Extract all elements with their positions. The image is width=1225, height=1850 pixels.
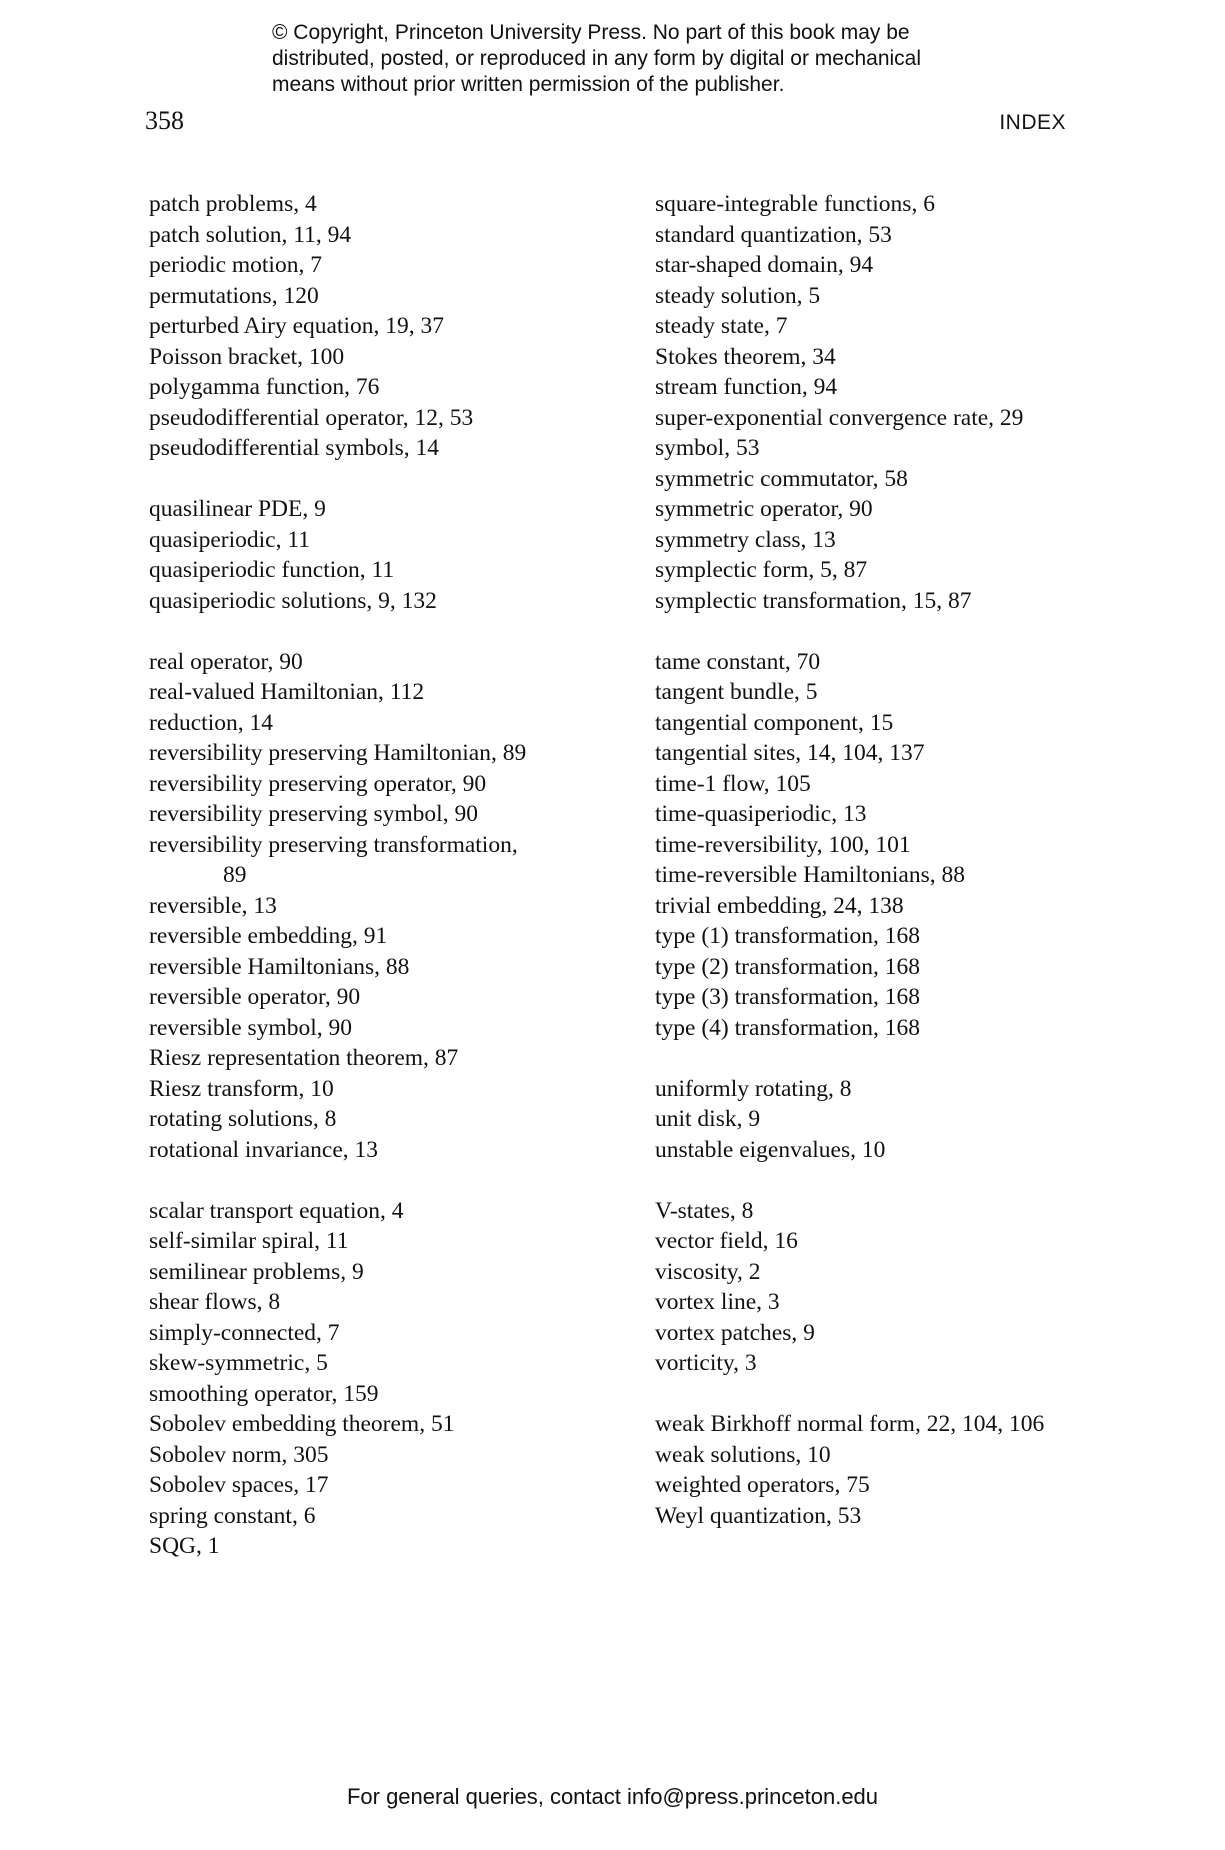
index-entry [149, 525, 619, 556]
index-entry [655, 1135, 1125, 1166]
index-column-left [149, 189, 619, 1562]
index-entry [149, 891, 619, 922]
index-entry [655, 1013, 1125, 1044]
index-entry [149, 403, 619, 434]
index-entry-text: uniformly rotating, 8 [655, 1075, 852, 1102]
index-entry-text: weighted operators, 75 [655, 1472, 870, 1498]
index-entry-text: square-integrable functions, 6 [655, 191, 935, 217]
index-entry-text: rotating solutions, 8 [149, 1106, 337, 1132]
index-entry-text: unstable eigenvalues, 10 [655, 1136, 886, 1163]
index-entry [655, 555, 1125, 586]
index-entry-text: quasiperiodic, 11 [149, 526, 310, 553]
index-entry [149, 311, 619, 342]
index-entry [149, 220, 619, 251]
index-entry-text: perturbed Airy equation, 19, 37 [149, 313, 444, 339]
index-entry [655, 1226, 1125, 1257]
index-entry [149, 1043, 619, 1074]
index-letter-group [655, 1409, 1125, 1531]
index-entry [655, 1318, 1125, 1349]
index-entry-text: reversible Hamiltonians, 88 [149, 953, 410, 980]
index-entry-text: time-1 flow, 105 [655, 770, 811, 797]
index-entry [149, 1409, 619, 1440]
index-entry [149, 1531, 619, 1562]
index-entry-text: tangential component, 15 [655, 709, 894, 736]
index-entry [149, 799, 619, 830]
index-entry-text: polygamma function, 76 [149, 374, 380, 400]
index-entry-text: reversibility preserving symbol, 90 [149, 801, 478, 827]
index-entry [655, 494, 1125, 525]
index-entry [655, 1409, 1125, 1440]
copyright-line: © Copyright, Princeton University Press. No part of this book may be [272, 21, 910, 44]
index-entry-text: V-states, 8 [655, 1197, 754, 1224]
index-entry-text: Weyl quantization, 53 [655, 1502, 862, 1529]
index-entry [655, 342, 1125, 373]
index-entry-text: vector field, 16 [655, 1228, 798, 1254]
index-entry-text: tangent bundle, 5 [655, 679, 818, 705]
index-entry-text: permutations, 120 [149, 282, 319, 309]
index-entry [149, 250, 619, 281]
index-letter-group [655, 1196, 1125, 1379]
index-entry [655, 1104, 1125, 1135]
index-entry [149, 1470, 619, 1501]
index-entry-text: pseudodifferential operator, 12, 53 [149, 404, 474, 431]
index-entry [655, 1440, 1125, 1471]
index-letter-group [149, 494, 619, 616]
index-entry-text: quasilinear PDE, 9 [149, 496, 326, 522]
index-entry [149, 586, 619, 617]
index-entry-text: Sobolev spaces, 17 [149, 1472, 329, 1498]
index-entry-text: star-shaped domain, 94 [655, 252, 874, 278]
index-entry-text: smoothing operator, 159 [149, 1380, 379, 1407]
index-entry-text: unit disk, 9 [655, 1106, 761, 1132]
index-entry-text: self-similar spiral, 11 [149, 1228, 349, 1254]
index-entry-text: vortex patches, 9 [655, 1319, 815, 1346]
index-entry [655, 220, 1125, 251]
index-entry-text: weak Birkhoff normal form, 22, 104, 106 [655, 1411, 1045, 1437]
index-entry [149, 1196, 619, 1227]
index-entry-text: Sobolev norm, 305 [149, 1441, 329, 1468]
index-entry-text: time-reversibility, 100, 101 [655, 831, 911, 858]
index-entry-text: symmetric operator, 90 [655, 496, 873, 522]
index-entry [655, 891, 1125, 922]
index-entry-text: vortex line, 3 [655, 1289, 780, 1315]
index-entry-text: type (2) transformation, 168 [655, 953, 920, 980]
index-entry [149, 1379, 619, 1410]
index-entry [149, 952, 619, 983]
index-entry-continuation: 89 [223, 862, 247, 888]
index-entry-text: reversible embedding, 91 [149, 923, 388, 949]
index-entry [149, 1074, 619, 1105]
index-entry-text: real operator, 90 [149, 648, 303, 675]
index-letter-group [149, 647, 619, 1166]
index-entry-text: reversible symbol, 90 [149, 1014, 352, 1041]
index-entry [655, 311, 1125, 342]
index-entry-text: reversibility preserving transformation, [149, 831, 518, 858]
index-entry [655, 1287, 1125, 1318]
index-entry-text: reversible operator, 90 [149, 984, 361, 1010]
index-entry [655, 1470, 1125, 1501]
index-entry [655, 250, 1125, 281]
index-entry-text: Riesz representation theorem, 87 [149, 1045, 459, 1071]
index-entry-text: patch solution, 11, 94 [149, 221, 352, 248]
index-entry-text: rotational invariance, 13 [149, 1136, 379, 1163]
index-entry-text: Stokes theorem, 34 [655, 343, 836, 370]
index-entry [655, 799, 1125, 830]
index-entry [149, 647, 619, 678]
index-entry-text: tame constant, 70 [655, 648, 821, 675]
index-entry-text: spring constant, 6 [149, 1502, 316, 1529]
index-entry [655, 189, 1125, 220]
index-entry-text: simply-connected, 7 [149, 1319, 340, 1346]
index-entry-text: semilinear problems, 9 [149, 1258, 364, 1285]
index-entry-text: type (4) transformation, 168 [655, 1014, 920, 1041]
index-entry-text: reduction, 14 [149, 709, 273, 736]
index-entry [149, 1257, 619, 1288]
page-number: 358 [145, 106, 184, 135]
index-entry-text: vorticity, 3 [655, 1350, 757, 1376]
index-entry [149, 372, 619, 403]
index-entry [149, 1348, 619, 1379]
index-entry [149, 1440, 619, 1471]
index-entry [655, 677, 1125, 708]
index-entry [655, 372, 1125, 403]
index-entry-text: time-quasiperiodic, 13 [655, 801, 867, 827]
copyright-line: means without prior written permission of the publisher. [272, 73, 785, 96]
index-entry-text: symbol, 53 [655, 435, 760, 461]
index-entry [655, 1348, 1125, 1379]
index-entry [655, 860, 1125, 891]
index-entry [149, 769, 619, 800]
index-entry [149, 1013, 619, 1044]
index-entry [149, 830, 619, 891]
index-letter-group [655, 1074, 1125, 1166]
index-entry [655, 586, 1125, 617]
index-entry [655, 1074, 1125, 1105]
index-letter-group [655, 189, 1125, 616]
index-entry [149, 1226, 619, 1257]
index-entry [655, 1257, 1125, 1288]
index-entry [655, 830, 1125, 861]
index-entry [655, 403, 1125, 434]
index-entry [149, 982, 619, 1013]
index-entry-text: stream function, 94 [655, 374, 838, 400]
index-entry-text: reversibility preserving operator, 90 [149, 770, 487, 797]
index-entry [655, 433, 1125, 464]
index-entry [655, 921, 1125, 952]
index-entry [655, 525, 1125, 556]
index-entry-text: pseudodifferential symbols, 14 [149, 435, 440, 461]
index-entry [655, 1196, 1125, 1227]
copyright-line: distributed, posted, or reproduced in any form by digital or mechanical [272, 47, 922, 70]
index-entry [149, 189, 619, 220]
index-entry-text: standard quantization, 53 [655, 221, 892, 248]
index-entry [149, 342, 619, 373]
index-entry-text: patch problems, 4 [149, 191, 317, 217]
index-entry [149, 1318, 619, 1349]
index-entry-text: symmetry class, 13 [655, 526, 836, 553]
index-entry [149, 281, 619, 312]
index-entry-text: weak solutions, 10 [655, 1441, 831, 1468]
index-entry-text: quasiperiodic solutions, 9, 132 [149, 587, 437, 614]
index-entry-text: type (1) transformation, 168 [655, 923, 920, 949]
index-entry-text: steady solution, 5 [655, 282, 821, 309]
index-entry-text: skew-symmetric, 5 [149, 1350, 328, 1376]
index-entry-text: super-exponential convergence rate, 29 [655, 404, 1024, 431]
index-entry [655, 1501, 1125, 1532]
index-entry [149, 433, 619, 464]
index-entry [149, 555, 619, 586]
index-entry-text: symmetric commutator, 58 [655, 465, 908, 492]
running-head: INDEX [999, 111, 1066, 134]
index-entry-text: reversible, 13 [149, 892, 277, 919]
index-entry-text: steady state, 7 [655, 313, 788, 339]
index-entry-text: type (3) transformation, 168 [655, 984, 920, 1010]
index-entry-text: reversibility preserving Hamiltonian, 89 [149, 740, 527, 766]
index-entry-text: real-valued Hamiltonian, 112 [149, 679, 425, 705]
index-entry-text: symplectic transformation, 15, 87 [655, 587, 972, 614]
index-entry-text: quasiperiodic function, 11 [149, 557, 395, 583]
index-entry [149, 738, 619, 769]
index-entry [655, 464, 1125, 495]
index-entry-text: shear flows, 8 [149, 1289, 281, 1315]
index-entry-text: viscosity, 2 [655, 1258, 761, 1285]
copyright-notice [272, 20, 972, 98]
index-entry [149, 677, 619, 708]
index-entry [655, 708, 1125, 739]
index-entry [149, 1104, 619, 1135]
index-entry-text: Sobolev embedding theorem, 51 [149, 1411, 455, 1437]
index-entry-text: periodic motion, 7 [149, 252, 322, 278]
index-entry [149, 1287, 619, 1318]
index-entry-text: scalar transport equation, 4 [149, 1197, 404, 1224]
index-entry-text: trivial embedding, 24, 138 [655, 892, 904, 919]
index-entry-text: symplectic form, 5, 87 [655, 557, 868, 583]
index-entry-text: SQG, 1 [149, 1533, 220, 1559]
index-column-right [655, 189, 1125, 1531]
index-entry-text: time-reversible Hamiltonians, 88 [655, 862, 965, 888]
index-entry [655, 982, 1125, 1013]
index-entry-text: Riesz transform, 10 [149, 1075, 334, 1102]
index-entry-text: Poisson bracket, 100 [149, 343, 345, 370]
index-entry [149, 921, 619, 952]
index-entry [149, 708, 619, 739]
index-letter-group [655, 647, 1125, 1044]
index-letter-group [149, 1196, 619, 1562]
index-entry [149, 1501, 619, 1532]
footer-contact: For general queries, contact info@press.princeton.edu [346, 1784, 879, 1809]
index-entry [655, 952, 1125, 983]
index-entry-text: tangential sites, 14, 104, 137 [655, 740, 925, 766]
index-entry [149, 494, 619, 525]
index-entry [655, 738, 1125, 769]
index-entry [149, 1135, 619, 1166]
index-entry [655, 647, 1125, 678]
index-entry [655, 769, 1125, 800]
index-letter-group [149, 189, 619, 464]
index-entry [655, 281, 1125, 312]
